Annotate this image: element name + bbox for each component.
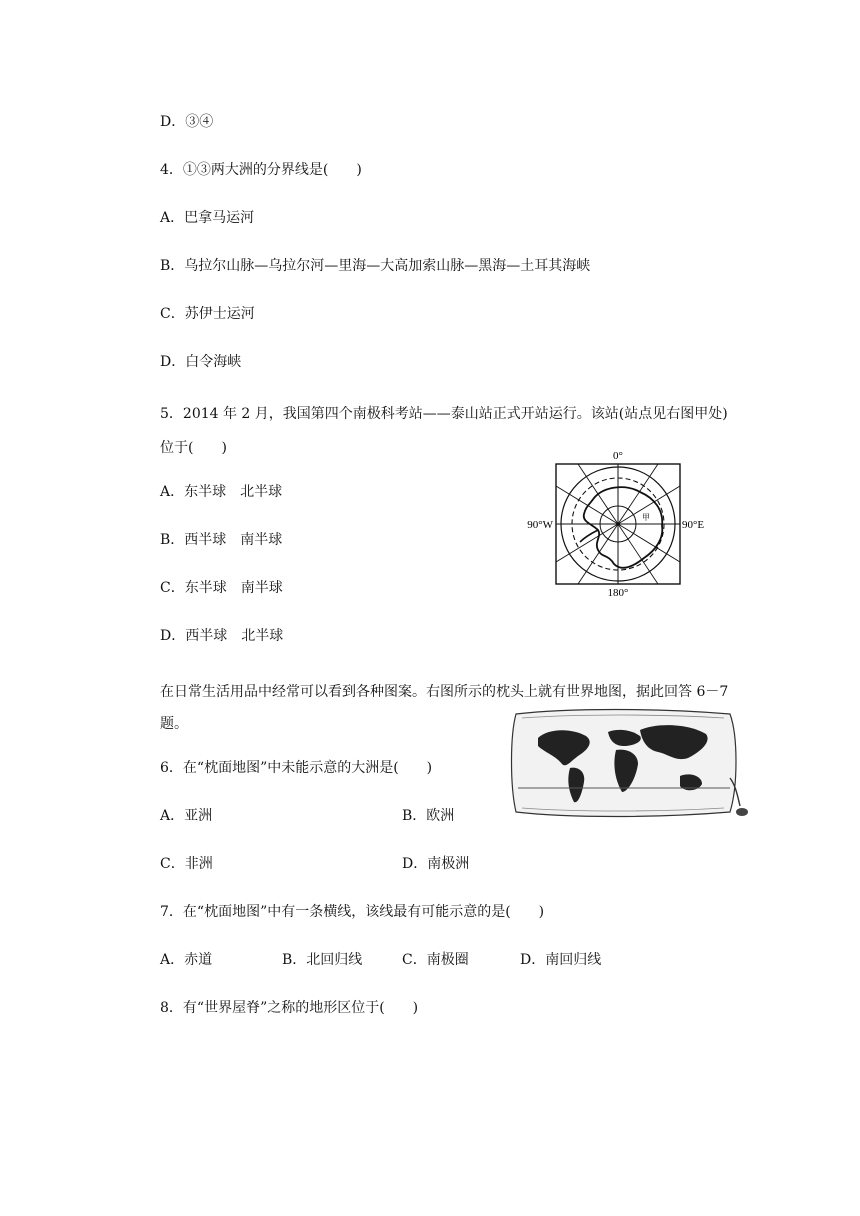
q6-stem: 6．在“枕面地图”中未能示意的大洲是( ) (160, 760, 433, 776)
map-label-90w: 90°W (527, 519, 553, 531)
intro-6-7: 在日常生活用品中经常可以看到各种图案。右图所示的枕头上就有世界地图，据此回答 6－7 题。 (160, 684, 729, 732)
q4-option-b: B．乌拉尔山脉—乌拉尔河—里海—大高加索山脉—黑海—土耳其海峡 (160, 258, 591, 274)
q6-option-a: A．亚洲 (160, 808, 213, 824)
q4-option-d: D．白令海峡 (160, 354, 242, 370)
q5-option-a: A．东半球 北半球 (160, 484, 283, 500)
q4-stem: 4．①③两大洲的分界线是( ) (160, 162, 362, 178)
q4-option-a: A．巴拿马运河 (160, 210, 255, 226)
q7-stem: 7．在“枕面地图”中有一条横线，该线最有可能示意的是( ) (160, 904, 545, 920)
antarctica-polar-map (518, 446, 718, 598)
q8-stem: 8．有“世界屋脊”之称的地形区位于( ) (160, 1000, 419, 1016)
q7-option-c: C．南极圈 (402, 952, 469, 968)
q6-option-c: C．非洲 (160, 856, 213, 872)
q7-option-d: D．南回归线 (520, 952, 602, 968)
q5-option-c: C．东半球 南半球 (160, 580, 283, 596)
q4-option-c: C．苏伊士运河 (160, 306, 255, 322)
q7-option-b: B．北回归线 (282, 952, 363, 968)
map-label-180: 180° (607, 587, 629, 598)
q6-option-b: B．欧洲 (402, 808, 455, 824)
q6-option-d: D．南极洲 (402, 856, 470, 872)
map-label-0: 0° (613, 450, 623, 462)
q5-option-d: D．西半球 北半球 (160, 628, 284, 644)
map-label-station: 甲 (642, 513, 650, 522)
q3-option-d: D．③④ (160, 114, 214, 130)
q5-stem: 5．2014 年 2 月，我国第四个南极科考站——泰山站正式开站运行。该站(站点见右图甲处)位于( ) (160, 406, 728, 456)
q7-option-a: A．赤道 (160, 952, 213, 968)
map-label-90e: 90°E (682, 519, 705, 531)
pillow-world-map (508, 706, 756, 822)
q5-option-b: B．西半球 南半球 (160, 532, 283, 548)
